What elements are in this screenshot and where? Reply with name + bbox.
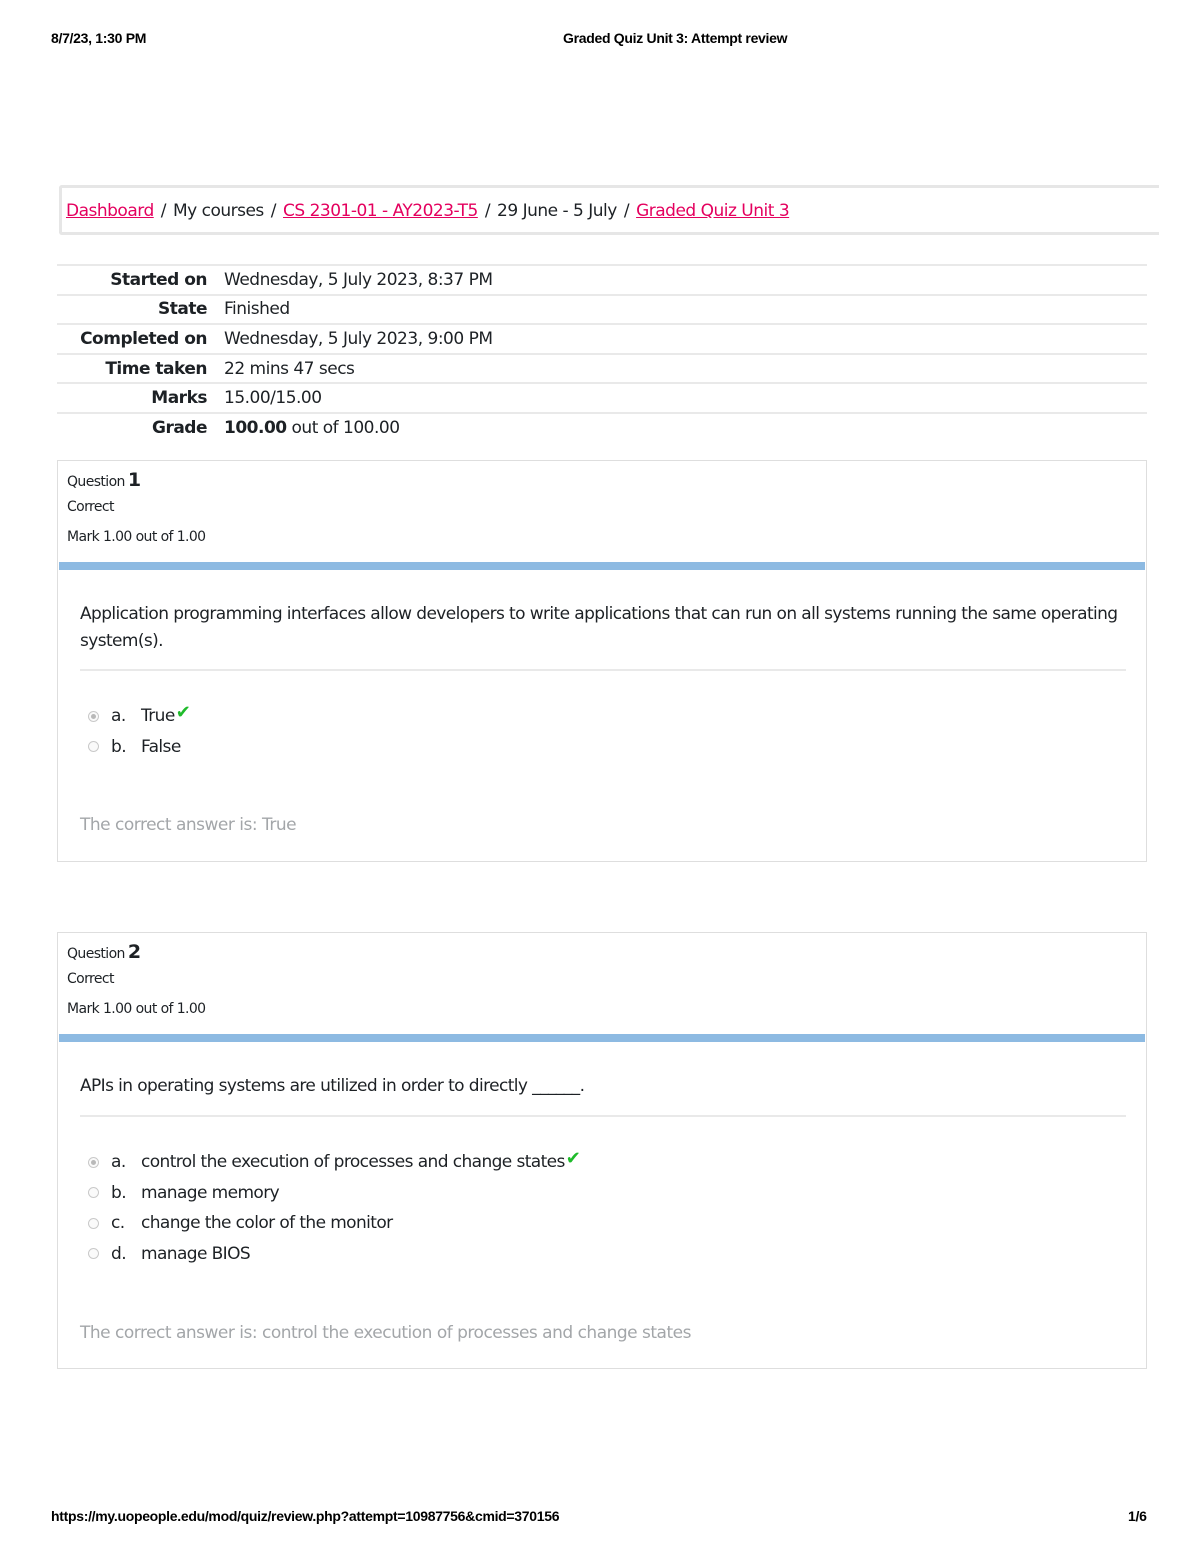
breadcrumb-dashboard-link[interactable]: Dashboard bbox=[66, 201, 154, 221]
breadcrumb-course-link[interactable]: CS 2301-01 - AY2023-T5 bbox=[283, 201, 478, 221]
summary-row-state bbox=[57, 294, 1147, 324]
breadcrumb-separator: / bbox=[623, 201, 630, 221]
breadcrumb-week: 29 June - 5 July bbox=[497, 201, 617, 221]
correct-answer-feedback: The correct answer is: control the execution of processes and change states bbox=[80, 1323, 691, 1343]
option-letter: a. bbox=[111, 1152, 126, 1173]
summary-value: Finished bbox=[224, 299, 290, 320]
question-card bbox=[57, 460, 1147, 862]
summary-label: Marks bbox=[151, 388, 207, 409]
option-letter: b. bbox=[111, 1182, 126, 1203]
question-info bbox=[67, 941, 206, 1031]
option-letter: d. bbox=[111, 1243, 126, 1264]
answer-options bbox=[88, 701, 190, 762]
breadcrumb-separator: / bbox=[270, 201, 277, 221]
summary-value: Wednesday, 5 July 2023, 8:37 PM bbox=[224, 269, 493, 290]
question-text: Application programming interfaces allow developers to write applications that can run on all systems running the same operating system(s). bbox=[80, 604, 1118, 651]
answer-option[interactable] bbox=[88, 1178, 580, 1209]
answer-options bbox=[88, 1147, 580, 1269]
breadcrumb-quiz-link[interactable]: Graded Quiz Unit 3 bbox=[636, 201, 790, 221]
summary-row-started bbox=[57, 264, 1147, 294]
print-url: https://my.uopeople.edu/mod/quiz/review.php?attempt=10987756&cmid=370156 bbox=[51, 1508, 560, 1524]
summary-row-grade bbox=[57, 412, 1147, 442]
summary-row-completed bbox=[57, 323, 1147, 353]
question-label: Question bbox=[67, 946, 125, 962]
radio-icon[interactable] bbox=[88, 1248, 99, 1259]
print-page-number: 1/6 bbox=[1128, 1508, 1147, 1524]
question-card bbox=[57, 932, 1147, 1369]
question-status: Correct bbox=[67, 499, 114, 515]
question-mark: Mark 1.00 out of 1.00 bbox=[67, 529, 206, 545]
question-status: Correct bbox=[67, 971, 114, 987]
answer-option[interactable] bbox=[88, 732, 190, 763]
radio-icon[interactable] bbox=[88, 1218, 99, 1229]
grade-out-of: out of 100.00 bbox=[291, 417, 400, 438]
correct-answer-feedback: The correct answer is: True bbox=[80, 815, 297, 835]
summary-label: State bbox=[158, 299, 207, 320]
summary-label: Completed on bbox=[80, 328, 207, 349]
breadcrumb-my-courses: My courses bbox=[172, 201, 264, 221]
summary-value: 15.00/15.00 bbox=[224, 388, 322, 409]
check-icon: ✔ bbox=[175, 701, 191, 723]
question-info bbox=[67, 469, 206, 559]
summary-label: Grade bbox=[151, 417, 207, 438]
summary-row-marks bbox=[57, 382, 1147, 412]
option-text: manage memory bbox=[141, 1182, 280, 1203]
check-icon: ✔ bbox=[565, 1147, 581, 1169]
question-text: APIs in operating systems are utilized in order to directly ______. bbox=[80, 1076, 585, 1096]
option-letter: c. bbox=[111, 1213, 125, 1234]
radio-icon[interactable] bbox=[88, 741, 99, 752]
breadcrumb-separator: / bbox=[160, 201, 166, 221]
option-letter: b. bbox=[111, 736, 126, 757]
radio-icon[interactable] bbox=[88, 1157, 99, 1168]
summary-value: 22 mins 47 secs bbox=[224, 358, 355, 379]
print-page-title: Graded Quiz Unit 3: Attempt review bbox=[563, 30, 788, 46]
summary-label: Time taken bbox=[105, 358, 207, 379]
question-accent-bar bbox=[59, 562, 1145, 570]
answer-option[interactable] bbox=[88, 1239, 580, 1270]
radio-icon[interactable] bbox=[88, 1187, 99, 1198]
summary-value bbox=[224, 418, 400, 438]
question-accent-bar bbox=[59, 1034, 1145, 1042]
question-label: Question bbox=[67, 474, 125, 490]
question-divider bbox=[80, 1115, 1126, 1117]
option-text: change the color of the monitor bbox=[141, 1213, 393, 1234]
attempt-summary-table bbox=[57, 264, 1147, 442]
answer-option[interactable] bbox=[88, 1147, 580, 1178]
grade-score: 100.00 bbox=[224, 417, 287, 438]
option-text: True bbox=[141, 706, 175, 727]
answer-option[interactable] bbox=[88, 701, 190, 732]
summary-row-time-taken bbox=[57, 353, 1147, 383]
question-mark: Mark 1.00 out of 1.00 bbox=[67, 1001, 206, 1017]
option-text: False bbox=[141, 736, 181, 757]
option-text: control the execution of processes and change states bbox=[141, 1152, 565, 1173]
question-number: 2 bbox=[127, 941, 141, 963]
option-letter: a. bbox=[111, 706, 126, 727]
answer-option[interactable] bbox=[88, 1208, 580, 1239]
summary-value: Wednesday, 5 July 2023, 9:00 PM bbox=[224, 328, 493, 349]
print-date: 8/7/23, 1:30 PM bbox=[51, 30, 147, 46]
breadcrumb bbox=[66, 201, 789, 221]
radio-icon[interactable] bbox=[88, 711, 99, 722]
question-number: 1 bbox=[127, 469, 141, 491]
summary-label: Started on bbox=[110, 269, 207, 290]
question-divider bbox=[80, 669, 1126, 671]
option-text: manage BIOS bbox=[141, 1243, 251, 1264]
breadcrumb-separator: / bbox=[484, 201, 491, 221]
